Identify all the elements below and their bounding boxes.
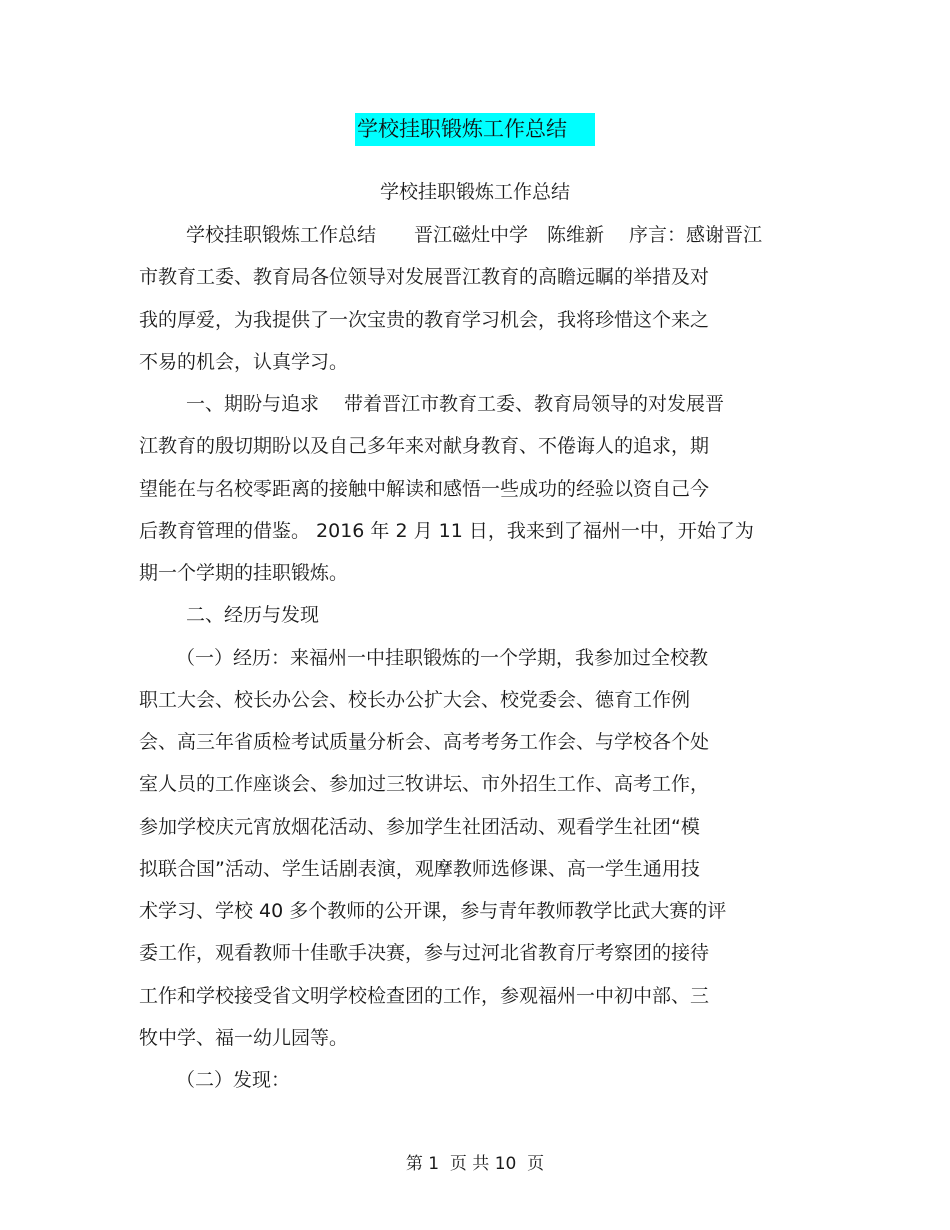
body-line: 我的厚爱，为我提供了一次宝贵的教育学习机会，我将珍惜这个来之 <box>139 309 710 331</box>
body-line: 拟联合国”活动、学生话剧表演，观摩教师选修课、高一学生通用技 <box>139 858 700 880</box>
subsection-line: （一）经历：来福州一中挂职锻炼的一个学期，我参加过全校教 <box>176 647 709 669</box>
body-line: 牧中学、福一幼儿园等。 <box>139 1027 349 1049</box>
section-heading-line: 一、期盼与追求 带着晋江市教育工委、教育局领导的对发展晋 <box>186 393 725 415</box>
document-subtitle: 学校挂职锻炼工作总结 <box>379 181 570 203</box>
body-line: 术学习、学校 40 多个教师的公开课，参与青年教师教学比武大赛的评 <box>139 900 727 922</box>
body-line: 会、高三年省质检考试质量分析会、高考考务工作会、与学校各个处 <box>139 731 710 753</box>
body-line: 市教育工委、教育局各位领导对发展晋江教育的高瞻远瞩的举措及对 <box>139 266 710 288</box>
body-line: 职工大会、校长办公会、校长办公扩大会、校党委会、德育工作例 <box>139 689 691 711</box>
body-line: 后教育管理的借鉴。 2016 年 2 月 11 日，我来到了福州一中，开始了为 <box>139 520 754 542</box>
section-heading: 二、经历与发现 <box>186 604 320 626</box>
body-line: 不易的机会，认真学习。 <box>139 351 349 373</box>
body-line: 学校挂职锻炼工作总结 晋江磁灶中学 陈维新 序言：感谢晋江 <box>186 224 763 246</box>
subsection-heading: （二）发现： <box>176 1069 291 1091</box>
body-line: 江教育的殷切期盼以及自己多年来对献身教育、不倦诲人的追求，期 <box>139 435 710 457</box>
title-block <box>0 113 950 146</box>
body-line: 室人员的工作座谈会、参加过三牧讲坛、市外招生工作、高考工作， <box>139 773 710 795</box>
body-line: 期一个学期的挂职锻炼。 <box>139 562 349 584</box>
body-line: 望能在与名校零距离的接触中解读和感悟一些成功的经验以资自己今 <box>139 478 710 500</box>
body-line: 工作和学校接受省文明学校检查团的工作，参观福州一中初中部、三 <box>139 985 710 1007</box>
page-footer: 第 1 页 共 10 页 <box>405 1154 545 1174</box>
body-line: 参加学校庆元宵放烟花活动、参加学生社团活动、观看学生社团“模 <box>139 816 700 838</box>
body-line: 委工作，观看教师十佳歌手决赛，参与过河北省教育厅考察团的接待 <box>139 942 710 964</box>
document-title: 学校挂职锻炼工作总结 <box>355 113 595 146</box>
